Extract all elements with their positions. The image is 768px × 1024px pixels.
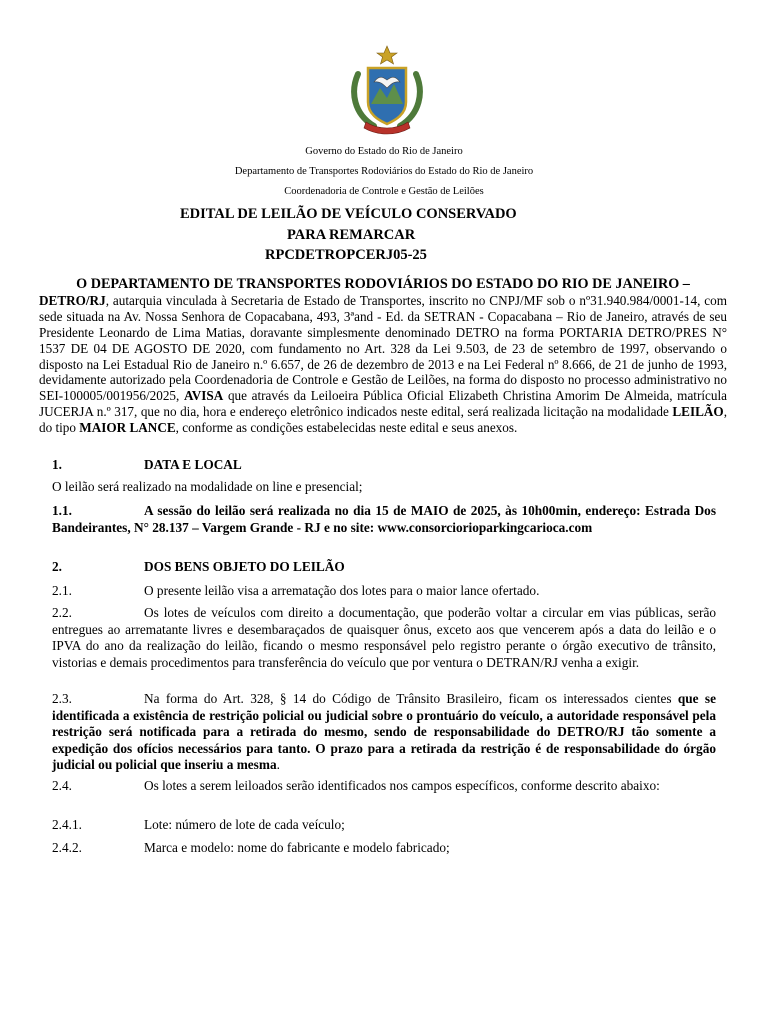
paragraph-text-bold: que se identificada a existência de restrição policial ou judicial sobre o prontuário do veículo, a autoridade responsável pela restrição será notificada para a retirada do mesmo, sendo de responsabilidade do DETRO/RJ tão somente a expedição dos ofícios necessários para tanto. O prazo para a retirada da restrição é de responsabilidade do órgão judicial ou policial que inseriu a mesma: [52, 691, 716, 773]
paragraph-text: A sessão do leilão será realizada no dia 15 de MAIO de 2025, às 10h00min, endereço: Estrada Dos Bandeirantes, N° 28.137 – Vargem Grande - RJ e no site: www.consorciorioparkingcarioca.com: [52, 503, 716, 535]
paragraph-text: Marca e modelo: nome do fabricante e modelo fabricado;: [144, 840, 450, 855]
paragraph-2-4-2: [52, 840, 716, 857]
header-government: Governo do Estado do Rio de Janeiro: [305, 146, 463, 157]
paragraph-number: 2.2.: [52, 605, 72, 620]
section-title: DOS BENS OBJETO DO LEILÃO: [144, 559, 345, 574]
paragraph-number: 2.1.: [52, 583, 72, 598]
intro-maior-lance: MAIOR LANCE: [79, 420, 176, 436]
intro-paragraph: [39, 277, 727, 436]
paragraph-number: 2.4.1.: [52, 817, 82, 832]
paragraph-1: O leilão será realizado na modalidade on line e presencial;: [52, 479, 363, 494]
paragraph-text: O presente leilão visa a arrematação dos lotes para o maior lance ofertado.: [144, 583, 540, 598]
rio-de-janeiro-coat-of-arms-icon: [344, 44, 430, 136]
header-department: Departamento de Transportes Rodoviários do Estado do Rio de Janeiro: [234, 166, 534, 177]
paragraph-2-2: [52, 605, 716, 671]
paragraph-text: Os lotes a serem leiloados serão identificados nos campos específicos, conforme descrito abaixo:: [144, 778, 660, 793]
intro-body-3: , do tipo: [39, 404, 727, 436]
edital-code: RPCDETROPCERJ05-25: [265, 247, 427, 263]
section-2-heading: [52, 559, 716, 576]
edital-subtitle: PARA REMARCAR: [287, 227, 416, 243]
paragraph-2-1: [52, 583, 716, 600]
paragraph-1-1: [52, 503, 716, 536]
header-coordination: Coordenadoria de Controle e Gestão de Leilões: [284, 186, 484, 197]
paragraph-number: 2.3.: [52, 691, 72, 706]
paragraph-number: 1.1.: [52, 503, 72, 518]
intro-leilao: LEILÃO: [672, 404, 724, 420]
intro-detro: DETRO/RJ: [39, 292, 106, 308]
section-number: 1.: [52, 457, 62, 472]
paragraph-2-4-1: [52, 817, 716, 834]
paragraph-text: Na forma do Art. 328, § 14 do Código de Trânsito Brasileiro, ficam os interessados cientes: [144, 691, 678, 706]
intro-body-2: que através da Leiloeira Pública Oficial Elizabeth Christina Amorim De Almeida, matrícula JUCERJA n.º 317, que no dia, hora e endereço eletrônico indicados neste edital, será realizada licitação na modalidade: [39, 388, 727, 420]
edital-title: EDITAL DE LEILÃO DE VEÍCULO CONSERVADO: [180, 206, 517, 222]
paragraph-2-4: [52, 778, 716, 795]
paragraph-text: Lote: número de lote de cada veículo;: [144, 817, 345, 832]
paragraph-text-end: .: [276, 757, 280, 773]
section-1-heading: [52, 457, 716, 474]
section-number: 2.: [52, 559, 62, 574]
paragraph-2-3: [52, 691, 716, 774]
intro-avisa: AVISA: [183, 388, 224, 404]
section-title: DATA E LOCAL: [144, 457, 242, 472]
paragraph-number: 2.4.2.: [52, 840, 82, 855]
intro-body-4: , conforme as condições estabelecidas neste edital e seus anexos.: [175, 420, 518, 436]
paragraph-number: 2.4.: [52, 778, 72, 793]
intro-body-1: , autarquia vinculada à Secretaria de Estado de Transportes, inscrito no CNPJ/MF sob o nº31.940.984/0001-14, com sede situada na Av. Nossa Senhora de Copacabana, 493, 3ªand - Ed. da SETRAN - Copacabana – Rio de Janeiro, através de seu Presidente Leonardo de Lima Matias, doravante simplesmente denominado DETRO na forma PORTARIA DETRO/PRES N° 1537 DE 04 DE AGOSTO DE 2020, com fundamento no Art. 328 da Lei 9.503, de 23 de setembro de 1997, observando o disposto na Lei Estadual Rio de Janeiro n.º 6.657, de 26 de dezembro de 2013 e na Lei Federal nº 8.666, de 21 de junho de 1993, devidamente autorizado pela Coordenadoria de Controle e Gestão de Leilões, na forma do disposto no processo administrativo no SEI-100005/001956/2025,: [39, 292, 727, 404]
paragraph-text: Os lotes de veículos com direito a documentação, que poderão voltar a circular em vias públicas, serão entregues ao arrematante livres e desembaraçados de quaisquer ônus, exceto aos que vencerem após a data do leilão e o IPVA do ano da realização do leilão, ficando o mesmo responsável pelo registro perante o órgão executivo de trânsito, vistorias e demais procedimentos para transferência do veículo que por ventura o DETRAN/RJ venha a exigir.: [52, 605, 716, 670]
intro-lead: O DEPARTAMENTO DE TRANSPORTES RODOVIÁRIOS DO ESTADO DO RIO DE JANEIRO –: [76, 276, 690, 292]
